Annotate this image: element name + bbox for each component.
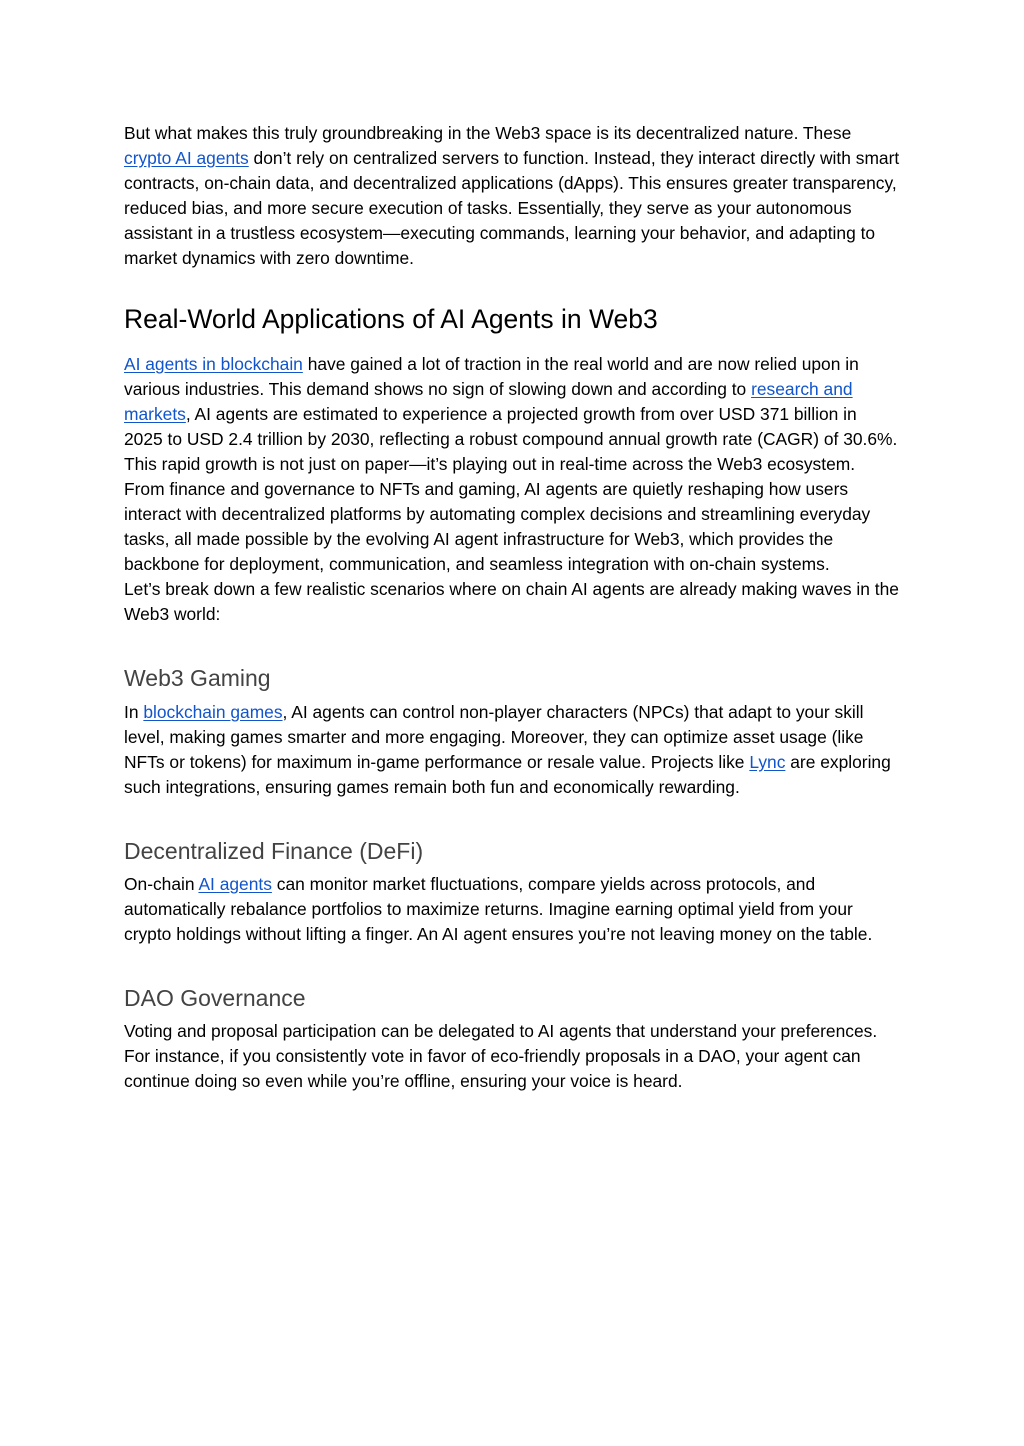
- web3-gaming-paragraph: [124, 700, 900, 800]
- intro-text-2: don’t rely on centralized servers to function. Instead, they interact directly with smart contracts, on-chain data, and decentralized applications (dApps). This ensures greater transparency, reduced bias, and more secure execution of tasks. Essentially, they serve as your autonomous assistant in a trustless ecosystem—executing commands, learning your behavior, and adapting to market dynamics with zero downtime.: [124, 148, 900, 268]
- intro-paragraph: [124, 121, 900, 271]
- applications-paragraph-2: This rapid growth is not just on paper—it’s playing out in real-time across the Web3 ecosystem. From finance and governance to NFTs and gaming, AI agents are quietly reshaping how users interact with decentralized platforms by automating complex decisions and streamlining everyday tasks, all made possible by the evolving AI agent infrastructure for Web3, which provides the backbone for deployment, communication, and seamless integration with on-chain systems.: [124, 454, 871, 574]
- crypto-ai-agents-link[interactable]: crypto AI agents: [124, 148, 249, 168]
- applications-paragraph-1: [124, 352, 900, 452]
- defi-paragraph: [124, 872, 900, 947]
- web3-gaming-heading: Web3 Gaming: [124, 665, 271, 691]
- dao-governance-paragraph: Voting and proposal participation can be delegated to AI agents that understand your preferences. For instance, if you consistently vote in favor of eco-friendly proposals in a DAO, your agent can continue doing so even while you’re offline, ensuring your voice is heard.: [124, 1021, 878, 1091]
- gaming-text-1: In: [124, 702, 144, 722]
- ai-agents-link[interactable]: AI agents: [198, 874, 272, 894]
- defi-heading: Decentralized Finance (DeFi): [124, 838, 424, 864]
- ai-agents-in-blockchain-link[interactable]: AI agents in blockchain: [124, 354, 303, 374]
- applications-text-1: have gained a lot of traction in the real world and are now relied upon in various industries. This demand shows no sign of slowing down and according to: [124, 354, 859, 399]
- research-and-markets-link[interactable]: research and markets: [124, 379, 853, 424]
- gaming-text-2: , AI agents can control non-player characters (NPCs) that adapt to your skill level, making games smarter and more engaging. Moreover, they can optimize asset usage (like NFTs or tokens) for maximum in-game performance or resale value. Projects like: [124, 702, 864, 772]
- applications-heading: Real-World Applications of AI Agents in Web3: [124, 304, 658, 334]
- lync-link[interactable]: Lync: [749, 752, 786, 772]
- blockchain-games-link[interactable]: blockchain games: [143, 702, 283, 722]
- gaming-text-3: are exploring such integrations, ensuring games remain both fun and economically rewarding.: [124, 752, 891, 797]
- intro-text-1: But what makes this truly groundbreaking in the Web3 space is its decentralized nature. These: [124, 123, 852, 143]
- dao-governance-heading: DAO Governance: [124, 985, 306, 1011]
- defi-text-2: can monitor market fluctuations, compare yields across protocols, and automatically rebalance portfolios to maximize returns. Imagine earning optimal yield from your crypto holdings without lifting a finger. An AI agent ensures you’re not leaving money on the table.: [124, 874, 873, 944]
- applications-text-2: , AI agents are estimated to experience a projected growth from over USD 371 billion in 2025 to USD 2.4 trillion by 2030, reflecting a robust compound annual growth rate (CAGR) of 30.6%.: [124, 404, 898, 449]
- document-page: [124, 121, 900, 1094]
- applications-paragraph-3: Let’s break down a few realistic scenarios where on chain AI agents are already making waves in the Web3 world:: [124, 579, 899, 624]
- defi-text-1: On-chain: [124, 874, 199, 894]
